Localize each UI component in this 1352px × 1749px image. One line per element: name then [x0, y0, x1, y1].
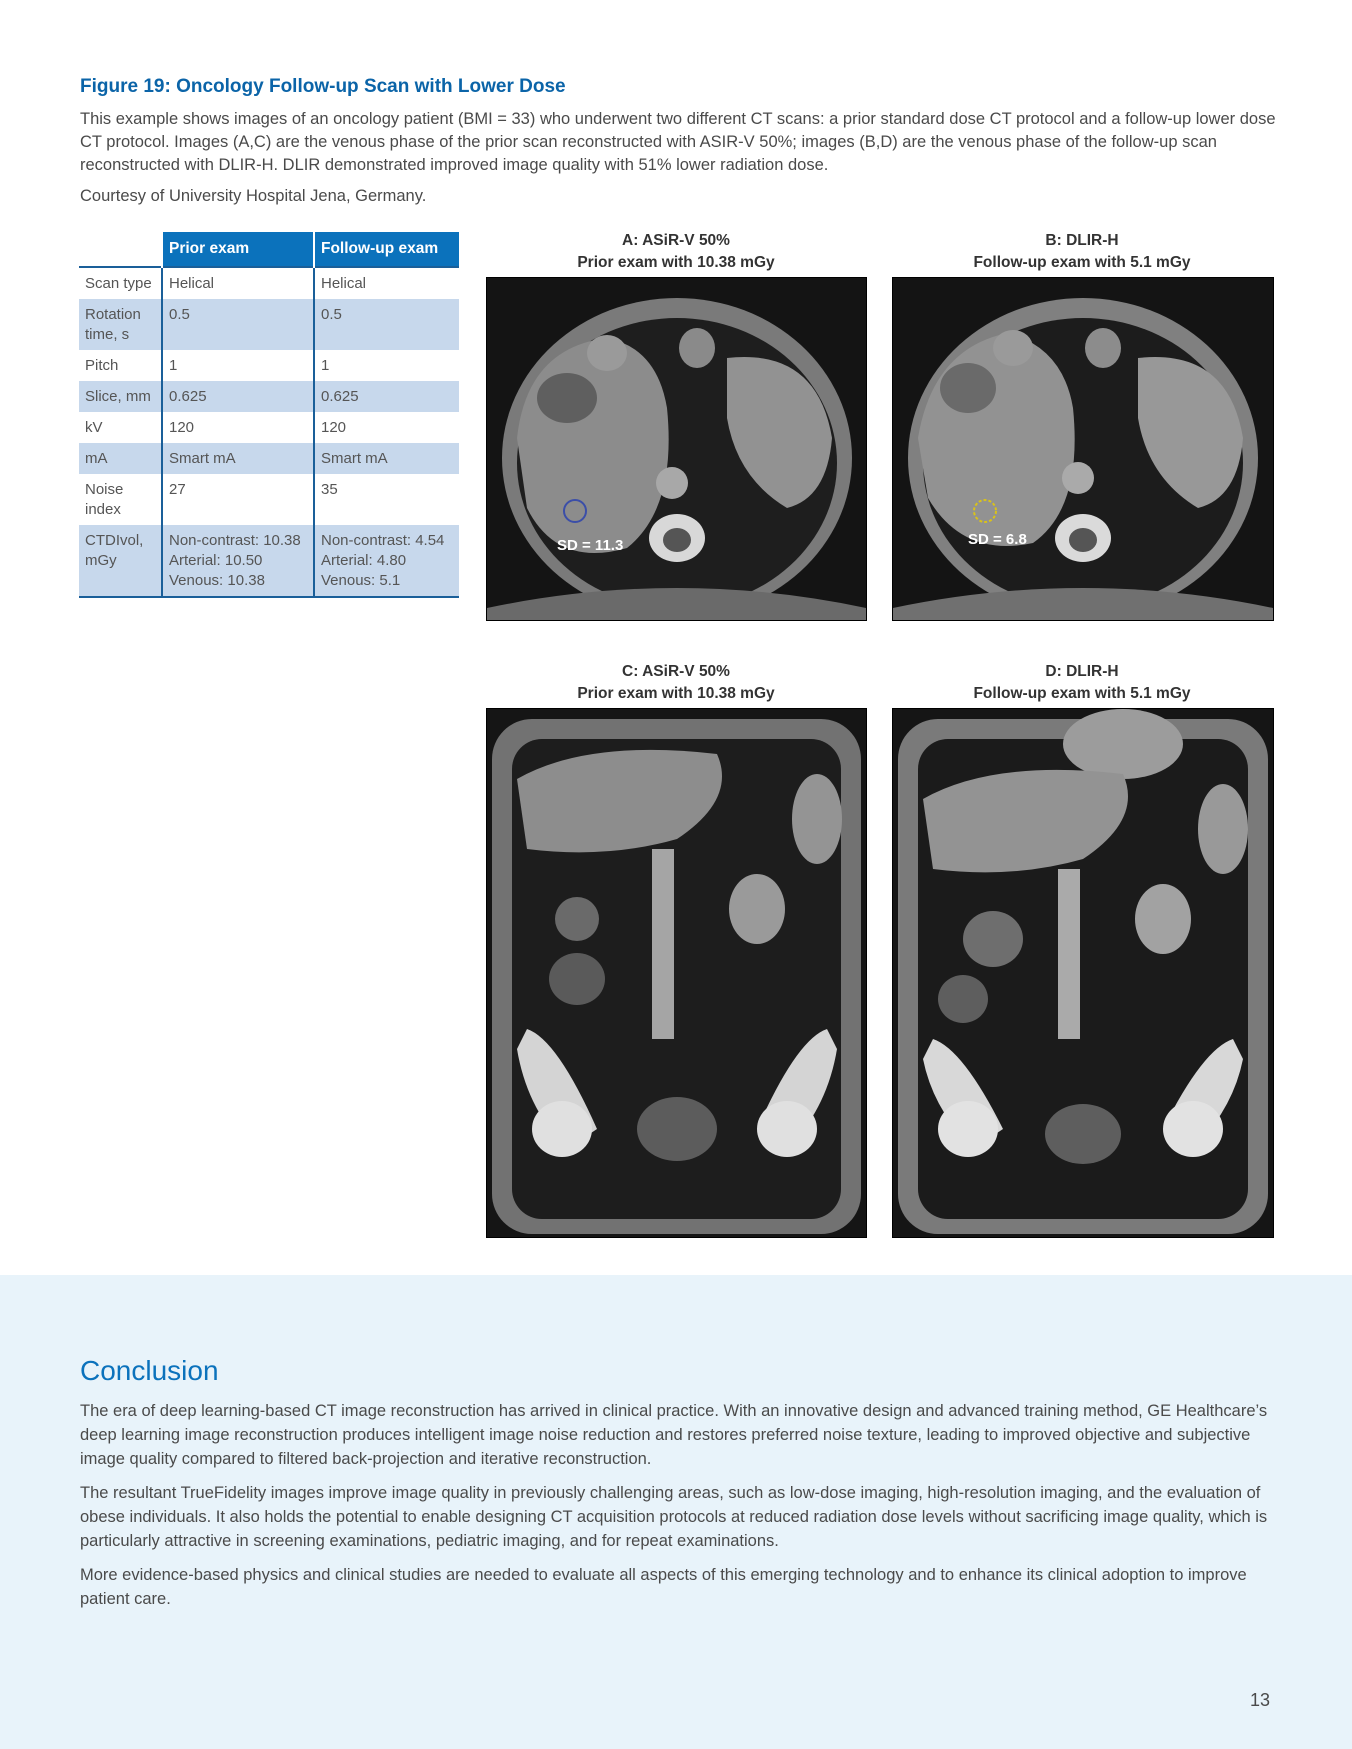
- prior-value: 0.625: [162, 381, 314, 412]
- image-c-title: C: ASiR-V 50%: [622, 663, 730, 680]
- row-label: Scan type: [79, 267, 162, 299]
- image-b-subtitle: Follow-up exam with 5.1 mGy: [973, 254, 1191, 271]
- followup-value: Non-contrast: 4.54 Arterial: 4.80 Venous: 5.1: [314, 525, 459, 597]
- conclusion-paragraph-1: The era of deep learning-based CT image reconstruction has arrived in clinical practice. With an innovative design and advanced training method, GE Healthcare’s deep learning image reconstruction produces intelligent image noise reduction and restores preferred noise texture, leading to improved objective and subjective image quality compared to filtered back-projection and iterative reconstruction.: [80, 1402, 1268, 1468]
- followup-value: 1: [314, 350, 459, 381]
- table-header-row: [79, 232, 459, 267]
- followup-value: 0.5: [314, 299, 459, 350]
- table-row: [79, 443, 459, 474]
- image-d-subtitle: Follow-up exam with 5.1 mGy: [973, 685, 1191, 702]
- prior-value: Helical: [162, 267, 314, 299]
- image-a-caption: [486, 230, 866, 274]
- scan-parameters-table: [79, 232, 459, 598]
- figure-courtesy: Courtesy of University Hospital Jena, Germany.: [80, 187, 427, 205]
- row-label: Rotation time, s: [79, 299, 162, 350]
- prior-value: 1: [162, 350, 314, 381]
- sd-label-b: SD = 6.8: [968, 531, 1027, 548]
- table-row: [79, 267, 459, 299]
- image-d-title: D: DLIR-H: [1045, 663, 1119, 680]
- conclusion-title: Conclusion: [80, 1355, 219, 1386]
- table-header-prior: Prior exam: [162, 232, 314, 267]
- image-d-caption: [892, 661, 1272, 705]
- prior-value: 27: [162, 474, 314, 525]
- figure-title: Figure 19: Oncology Follow-up Scan with Lower Dose: [80, 76, 566, 97]
- image-c-caption: [486, 661, 866, 705]
- ct-image-d-coronal: [892, 708, 1274, 1238]
- followup-value: 120: [314, 412, 459, 443]
- table-row: [79, 299, 459, 350]
- followup-value: Helical: [314, 267, 459, 299]
- followup-value: 35: [314, 474, 459, 525]
- table-row: [79, 525, 459, 597]
- row-label: mA: [79, 443, 162, 474]
- table-row: [79, 412, 459, 443]
- image-b-title: B: DLIR-H: [1045, 232, 1119, 249]
- prior-value: 0.5: [162, 299, 314, 350]
- table-row: [79, 350, 459, 381]
- prior-value: 120: [162, 412, 314, 443]
- image-a-title: A: ASiR-V 50%: [622, 232, 730, 249]
- row-label: CTDIvol, mGy: [79, 525, 162, 597]
- image-a-subtitle: Prior exam with 10.38 mGy: [577, 254, 775, 271]
- prior-value: Smart mA: [162, 443, 314, 474]
- image-c-subtitle: Prior exam with 10.38 mGy: [577, 685, 775, 702]
- image-b-caption: [892, 230, 1272, 274]
- row-label: Noise index: [85, 481, 124, 518]
- sd-label-a: SD = 11.3: [557, 537, 624, 554]
- ct-image-c-coronal: [486, 708, 867, 1238]
- page-number: 13: [1250, 1690, 1271, 1710]
- prior-value: Non-contrast: 10.38 Arterial: 10.50 Venous: 10.38: [162, 525, 314, 597]
- table-header-blank: [79, 232, 162, 267]
- table-row: [79, 474, 459, 525]
- row-label: Pitch: [85, 357, 119, 374]
- conclusion-paragraph-3: More evidence-based physics and clinical studies are needed to evaluate all aspects of this emerging technology and to enhance its clinical adoption to improve patient care.: [80, 1566, 1247, 1608]
- ct-image-b-axial: [892, 277, 1274, 621]
- figure-description: This example shows images of an oncology patient (BMI = 33) who underwent two different CT scans: a prior standard dose CT protocol and a follow-up lower dose CT protocol. Images (A,C) are the venous phase of the prior scan reconstructed with ASIR-V 50%; images (B,D) are the venous phase of the follow-up scan reconstructed with DLIR-H. DLIR demonstrated improved image quality with 51% lower radiation dose.: [80, 110, 1276, 174]
- conclusion-paragraph-2: The resultant TrueFidelity images improve image quality in previously challenging areas, such as low-dose imaging, high-resolution imaging, and the evaluation of obese individuals. It also holds the potential to enable designing CT acquisition protocols at reduced radiation dose levels without sacrificing image quality, which is particularly attractive in screening examinations, pediatric imaging, and for repeat examinations.: [80, 1484, 1268, 1550]
- followup-value: Smart mA: [314, 443, 459, 474]
- table-row: [79, 381, 459, 412]
- row-label: kV: [85, 419, 103, 436]
- table-header-followup: Follow-up exam: [314, 232, 459, 267]
- row-label: Slice, mm: [79, 381, 162, 412]
- followup-value: 0.625: [314, 381, 459, 412]
- ct-image-a-axial: [486, 277, 867, 621]
